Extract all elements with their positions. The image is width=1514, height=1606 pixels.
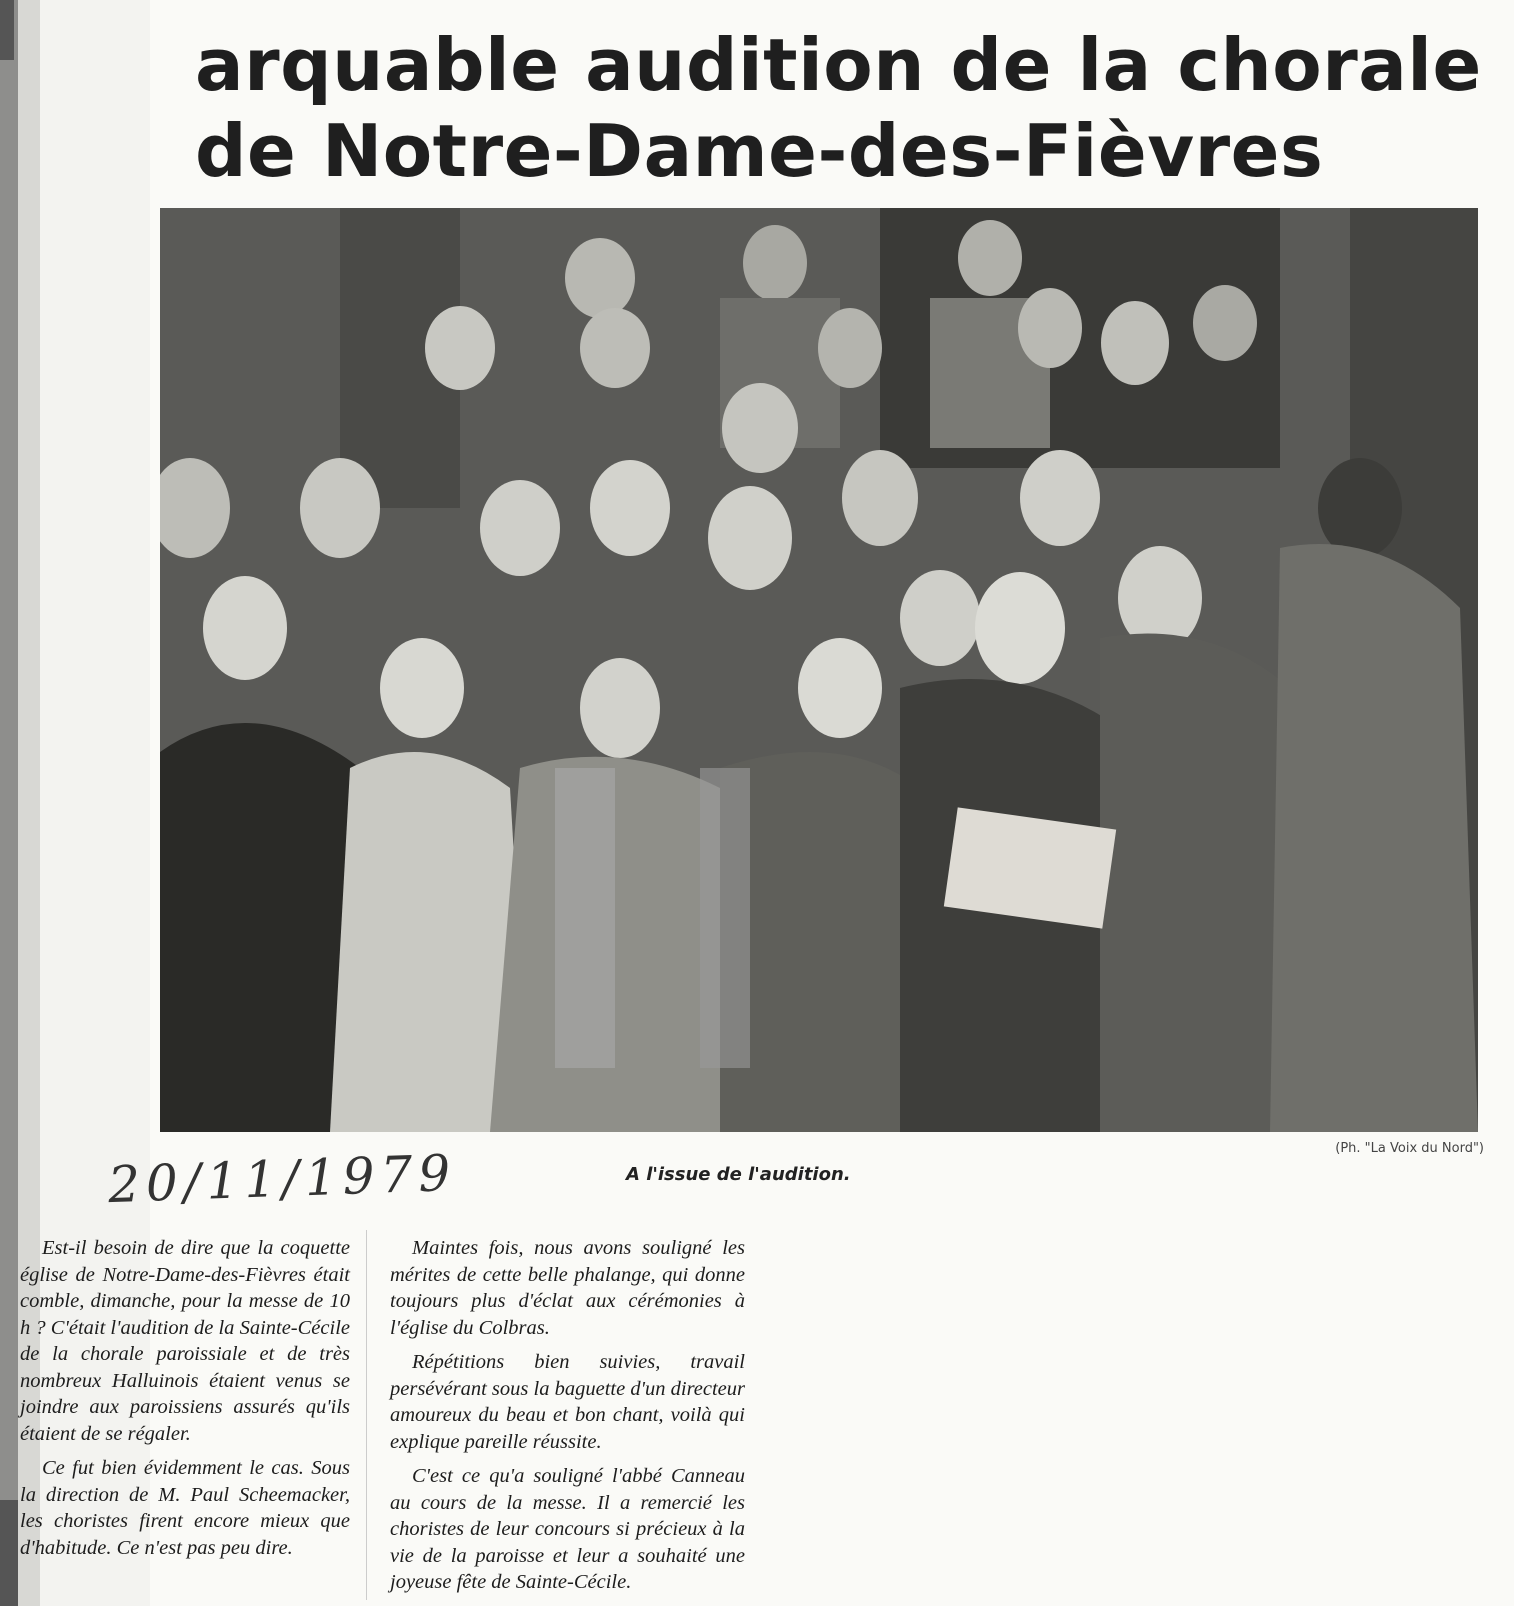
paragraph: Ce fut bien évidemment le cas. Sous la direction de M. Paul Scheemacker, les choristes firent encore mieux que d'habitude. Ce n'est pas peu dire.: [20, 1457, 350, 1559]
headline-line-1: arquable audition de la chorale: [195, 23, 1482, 107]
group-photo: [160, 208, 1478, 1132]
headline: [195, 22, 1495, 194]
article-column-1: [20, 1235, 350, 1569]
paragraph: Est-il besoin de dire que la coquette église de Notre-Dame-des-Fièvres était comble, dimanche, pour la messe de 10 h ? C'était l'audition de la Sainte-Cécile de la chorale paroissiale et de très nombreux Halluinois étaient venus se joindre aux paroissiens assurés qu'ils étaient de se régaler.: [20, 1237, 350, 1445]
paragraph: Répétitions bien suivies, travail persévérant sous la baguette d'un directeur amoureux du beau et bon chant, voilà qui explique pareille réussite.: [390, 1351, 745, 1453]
handwritten-date: 20/11/1979: [107, 1143, 458, 1215]
paragraph: C'est ce qu'a souligné l'abbé Canneau au cours de la messe. Il a remercié les choristes de leur concours si précieux à la vie de la paroisse et leur a souhaité une joyeuse fête de Sainte-Cécile.: [390, 1465, 745, 1593]
column-divider: [366, 1230, 367, 1600]
paragraph: Maintes fois, nous avons souligné les mérites de cette belle phalange, qui donne toujours plus d'éclat aux cérémonies à l'église du Colbras.: [390, 1237, 745, 1339]
photo-credit: (Ph. "La Voix du Nord"): [1335, 1141, 1484, 1156]
photo-caption: A l'issue de l'audition.: [626, 1164, 851, 1185]
article-column-2: [390, 1235, 745, 1604]
headline-line-2: de Notre-Dame-des-Fièvres: [195, 109, 1324, 193]
choir-group-illustration: [160, 208, 1478, 1132]
